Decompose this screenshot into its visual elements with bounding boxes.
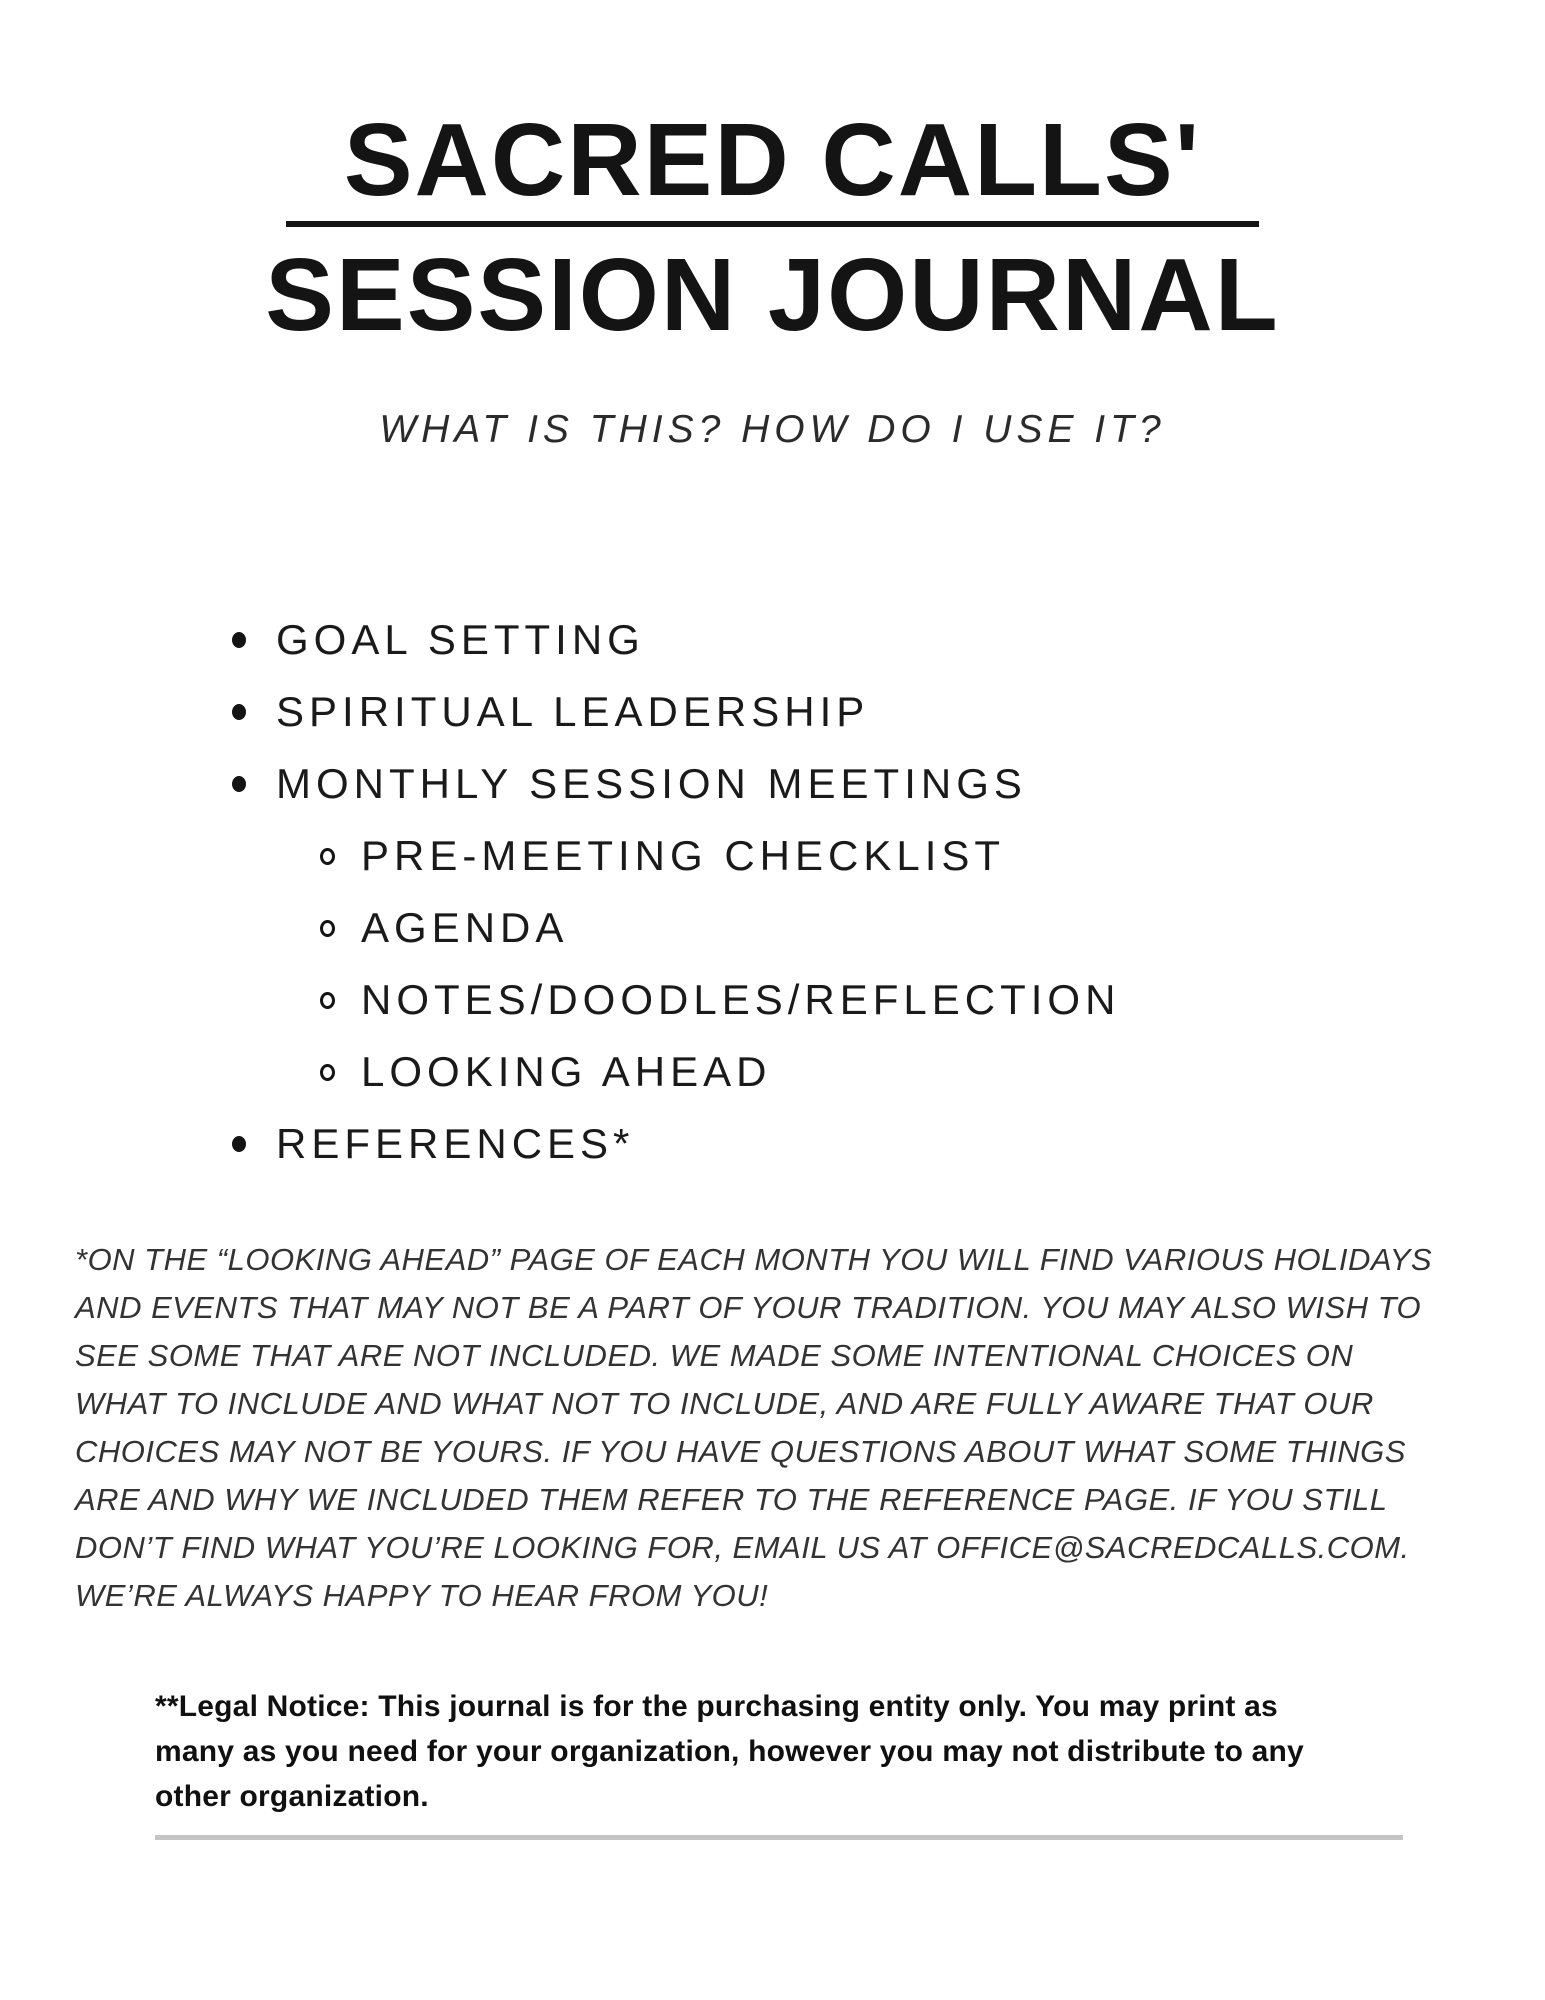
disclaimer-line: SEE SOME THAT ARE NOT INCLUDED. WE MADE SOME INTENTIONAL CHOICES ON	[75, 1338, 1354, 1373]
bullet-circle-icon	[320, 1064, 335, 1081]
bullet-disc-icon	[232, 632, 246, 648]
bullet-circle-icon	[320, 992, 335, 1009]
bullet-disc-icon	[232, 776, 246, 792]
bullet-disc-icon	[232, 1136, 246, 1152]
list-item-label: LOOKING AHEAD	[361, 1048, 772, 1095]
bullet-circle-icon	[320, 848, 335, 865]
bullet-circle-icon	[320, 920, 335, 937]
list-item	[320, 820, 1545, 892]
list-item-label: NOTES/DOODLES/REFLECTION	[361, 976, 1121, 1023]
disclaimer-line: WHAT TO INCLUDE AND WHAT NOT TO INCLUDE, AND ARE FULLY AWARE THAT OUR	[75, 1386, 1374, 1421]
disclaimer-line: DON’T FIND WHAT YOU’RE LOOKING FOR, EMAIL US AT OFFICE@SACREDCALLS.COM.	[75, 1530, 1410, 1565]
bullet-disc-icon	[232, 704, 246, 720]
legal-notice-line: many as you need for your organization, however you may not distribute to any	[155, 1735, 1304, 1768]
list-item	[232, 604, 1545, 676]
legal-notice	[155, 1684, 1545, 1819]
list-item-label: AGENDA	[361, 904, 569, 951]
list-item-label: GOAL SETTING	[276, 616, 645, 663]
bottom-divider	[155, 1835, 1403, 1840]
disclaimer-line: *ON THE “LOOKING AHEAD” PAGE OF EACH MONTH YOU WILL FIND VARIOUS HOLIDAYS	[75, 1242, 1433, 1277]
disclaimer-line: WE’RE ALWAYS HAPPY TO HEAR FROM YOU!	[75, 1578, 769, 1613]
list-item	[232, 748, 1545, 820]
list-item	[320, 892, 1545, 964]
title-underline	[286, 102, 1259, 227]
list-item-label: SPIRITUAL LEADERSHIP	[276, 688, 870, 735]
list-item	[320, 964, 1545, 1036]
page-title-line1: SACRED CALLS'	[343, 102, 1202, 217]
list-item-label: PRE-MEETING CHECKLIST	[361, 832, 1006, 879]
list-item-label: REFERENCES*	[276, 1120, 635, 1167]
list-item	[320, 1036, 1545, 1108]
page-subtitle: WHAT IS THIS? HOW DO I USE IT?	[379, 408, 1166, 451]
legal-notice-line: other organization.	[155, 1780, 429, 1813]
holidays-disclaimer-paragraph	[75, 1236, 1545, 1620]
page-title-line2: SESSION JOURNAL	[265, 237, 1280, 352]
disclaimer-line: ARE AND WHY WE INCLUDED THEM REFER TO THE REFERENCE PAGE. IF YOU STILL	[75, 1482, 1388, 1517]
disclaimer-line: CHOICES MAY NOT BE YOURS. IF YOU HAVE QUESTIONS ABOUT WHAT SOME THINGS	[75, 1434, 1406, 1469]
list-item-label: MONTHLY SESSION MEETINGS	[276, 760, 1027, 807]
header	[0, 0, 1545, 452]
disclaimer-line: AND EVENTS THAT MAY NOT BE A PART OF YOUR TRADITION. YOU MAY ALSO WISH TO	[75, 1290, 1422, 1325]
legal-notice-line: **Legal Notice: This journal is for the purchasing entity only. You may print as	[155, 1690, 1278, 1723]
table-of-contents	[232, 604, 1545, 1180]
list-item	[232, 676, 1545, 748]
list-item	[232, 1108, 1545, 1180]
